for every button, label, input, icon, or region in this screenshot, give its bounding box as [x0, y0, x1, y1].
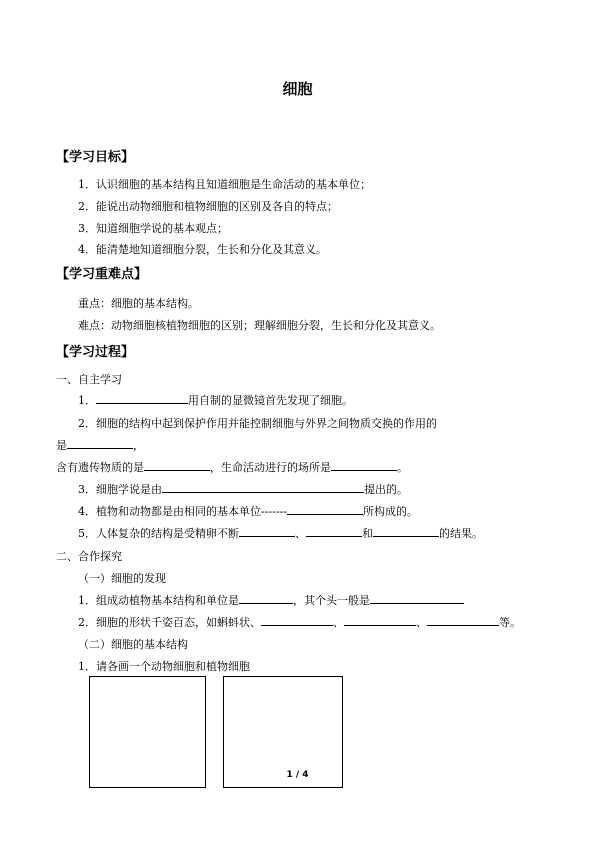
answer-blank[interactable] [144, 459, 210, 471]
e1-text-b: ，其个头一般是 [293, 594, 370, 607]
subsection-cell-structure: （二）细胞的基本结构 [78, 638, 188, 651]
q3-text-b: 提出的。 [364, 483, 408, 496]
q2-comma: ， [133, 439, 144, 452]
q2-text-b: ，生命活动进行的场所是 [210, 461, 331, 474]
draw-instruction: 1．请各画一个动物细胞和植物细胞 [78, 660, 250, 673]
section-key-points: 【学习重难点】 [56, 267, 148, 282]
explore-question-1 [78, 592, 464, 608]
e2-text-a: 2．细胞的形状千姿百态，如蝌蚪状、 [78, 616, 261, 629]
question-2-line-3 [56, 459, 408, 475]
e2-sep-1: 、 [333, 616, 344, 629]
key-point: 重点：细胞的基本结构。 [78, 297, 199, 310]
objective-1: 1．认识细胞的基本结构且知道细胞是生命活动的基本单位； [78, 178, 371, 191]
answer-blank[interactable] [287, 503, 363, 515]
question-3 [78, 481, 408, 497]
part2-heading: 二、合作探究 [56, 550, 122, 563]
q5-text-a: 5．人体复杂的结构是受精卵不断 [78, 527, 239, 540]
difficult-point: 难点：动物细胞核植物细胞的区别；理解细胞分裂，生长和分化及其意义。 [78, 319, 441, 332]
q5-and: 和 [362, 527, 373, 540]
e2-end: 等。 [499, 616, 521, 629]
q1-text: 用自制的显微镜首先发现了细胞。 [188, 394, 353, 407]
q3-text-a: 3．细胞学说是由 [78, 483, 162, 496]
objective-3: 3．知道细胞学说的基本观点； [78, 222, 228, 235]
answer-blank[interactable] [427, 614, 499, 626]
q5-end: 的结果。 [439, 527, 483, 540]
answer-blank[interactable] [373, 525, 439, 537]
question-2-line-1: 2．细胞的结构中起到保护作用并能控制细胞与外界之间物质交换的作用的 [78, 417, 437, 430]
q4-text-b: 所构成的。 [363, 505, 419, 518]
explore-question-2 [78, 614, 521, 630]
part1-heading: 一、自主学习 [56, 373, 122, 386]
answer-blank[interactable] [162, 481, 364, 493]
answer-blank[interactable] [370, 592, 464, 604]
objective-4: 4．能清楚地知道细胞分裂，生长和分化及其意义。 [78, 243, 327, 256]
q1-number: 1． [78, 394, 96, 407]
answer-blank[interactable] [344, 614, 416, 626]
e2-sep-2: 、 [416, 616, 427, 629]
e1-text-a: 1．组成动植物基本结构和单位是 [78, 594, 239, 607]
objective-2: 2．能说出动物细胞和植物细胞的区别及各自的特点； [78, 200, 338, 213]
answer-blank[interactable] [306, 525, 362, 537]
q2-text-c: 。 [397, 461, 408, 474]
question-1 [78, 392, 353, 408]
page-title: 细胞 [282, 80, 313, 98]
q2-prefix: 是 [56, 439, 67, 452]
answer-blank[interactable] [67, 437, 133, 449]
answer-blank[interactable] [96, 392, 188, 404]
q2-text-a: 含有遗传物质的是 [56, 461, 144, 474]
answer-blank[interactable] [239, 592, 293, 604]
page-number: 1 / 4 [286, 770, 309, 780]
question-2-line-2 [56, 437, 144, 453]
answer-blank[interactable] [261, 614, 333, 626]
answer-blank[interactable] [331, 459, 397, 471]
q5-sep: 、 [295, 527, 306, 540]
q4-text-a: 4．植物和动物都是由相同的基本单位------- [78, 505, 288, 518]
question-4 [78, 503, 418, 519]
section-process: 【学习过程】 [56, 345, 135, 360]
question-5 [78, 525, 483, 541]
subsection-cell-discovery: （一）细胞的发现 [78, 572, 166, 585]
section-objectives: 【学习目标】 [56, 150, 135, 165]
answer-blank[interactable] [239, 525, 295, 537]
